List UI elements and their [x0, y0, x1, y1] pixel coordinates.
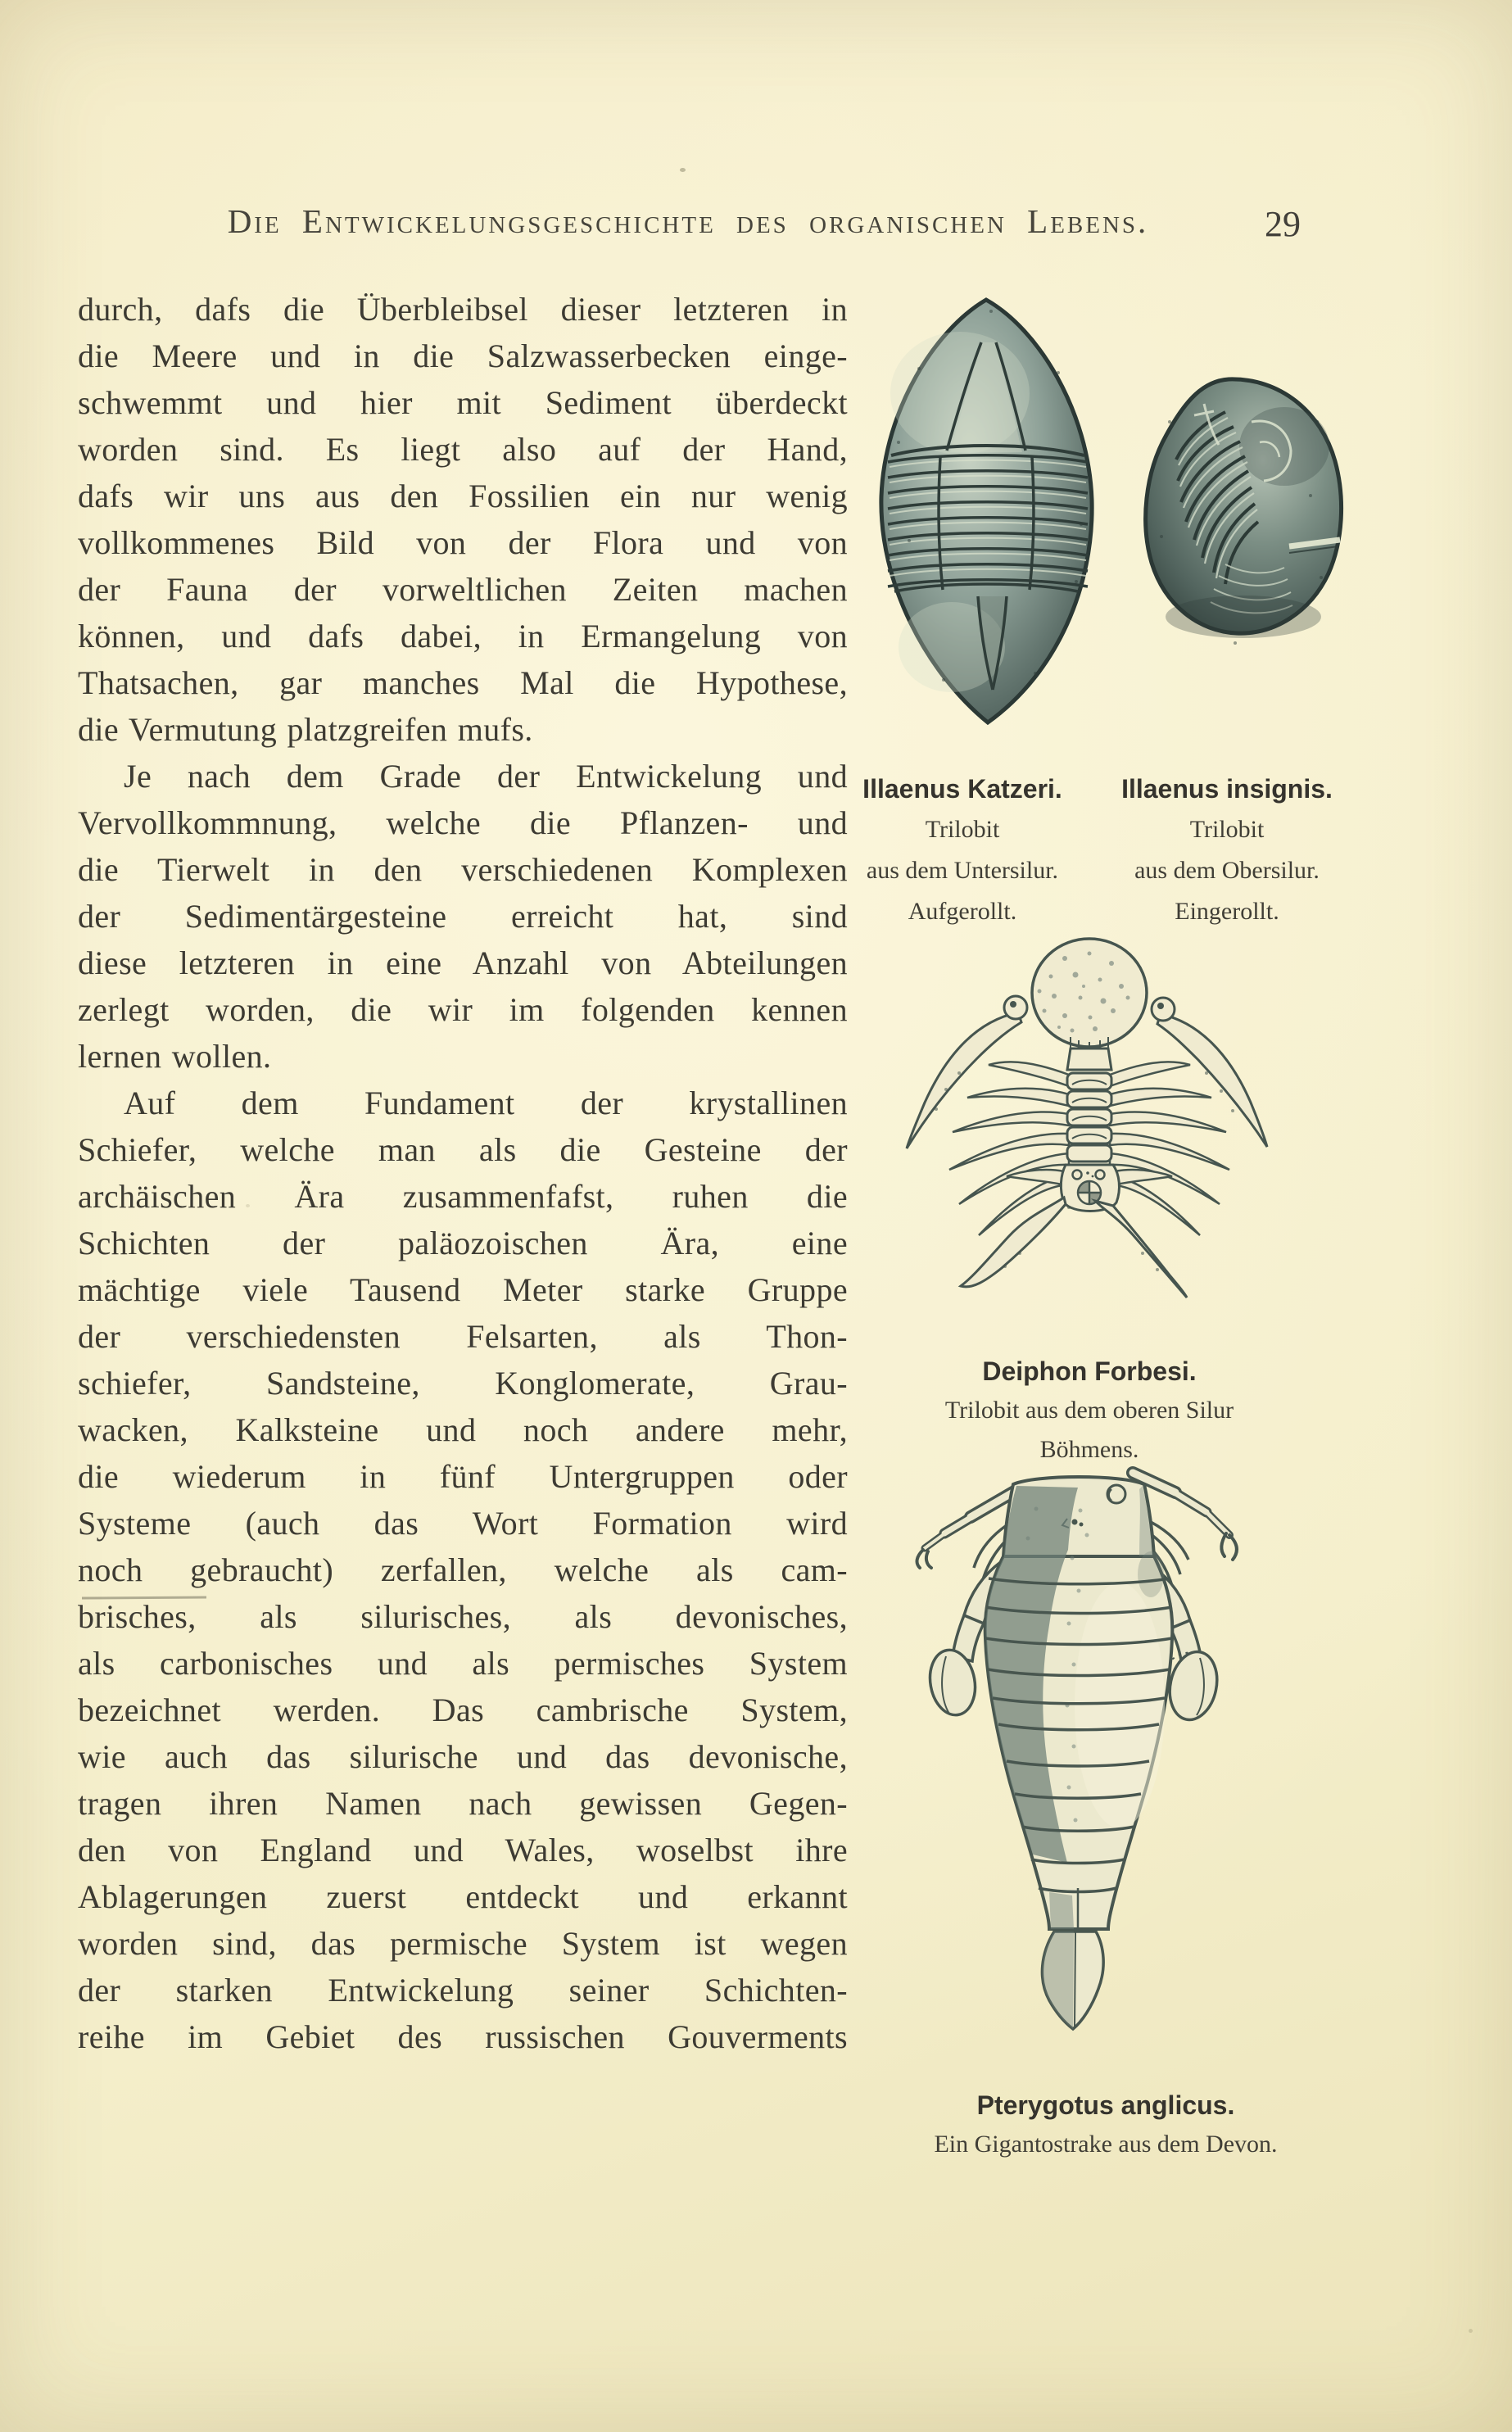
caption-line: Trilobit: [1189, 816, 1265, 843]
text-line: die Tierwelt in den verschiedenen Komplexen: [78, 851, 848, 888]
caption-line: Trilobit: [925, 816, 1000, 843]
paper-speck: [1469, 2329, 1473, 2333]
paper-speck: [680, 168, 686, 172]
figure-caption-pterygotus-anglicus: [835, 2086, 1376, 2164]
caption-line: aus dem Untersilur.: [866, 857, 1059, 884]
text-line: Auf dem Fundament der krystallinen: [124, 1085, 848, 1121]
pterygotus-anglicus-figure: [905, 1460, 1249, 2041]
figure-caption-deiphon-forbesi: [864, 1352, 1315, 1470]
text-line: Ablagerungen zuerst entdeckt und erkannt: [78, 1878, 848, 1915]
caption-line: Eingerollt.: [1175, 898, 1279, 925]
species-name: Illaenus insignis.: [1121, 774, 1333, 804]
species-name: Illaenus Katzeri.: [862, 774, 1062, 804]
text-line: Thatsachen, gar manches Mal die Hypothese,: [78, 664, 848, 701]
caption-line: Ein Gigantostrake aus dem Devon.: [934, 2131, 1278, 2158]
deiphon-forbesi-figure: [897, 934, 1274, 1311]
text-line: dafs wir uns aus den Fossilien ein nur wenig: [78, 478, 848, 514]
text-line: der Fauna der vorweltlichen Zeiten machen: [78, 571, 848, 608]
text-line: mächtige viele Tausend Meter starke Gruppe: [78, 1271, 848, 1308]
text-line: wacken, Kalksteine und noch andere mehr,: [78, 1411, 848, 1448]
caption-line: aus dem Obersilur.: [1134, 857, 1320, 884]
text-line: Schichten der paläozoischen Ära, eine: [78, 1225, 848, 1261]
illaenus-katzeri-figure: [862, 295, 1107, 727]
paper-speck: [246, 1204, 250, 1207]
text-line: archäischen Ära zusammenfafst, ruhen die: [78, 1178, 848, 1215]
text-line: der verschiedensten Felsarten, als Thon-: [78, 1318, 848, 1355]
caption-line: Aufgerollt.: [908, 898, 1017, 925]
text-line: worden sind. Es liegt also auf der Hand,: [78, 431, 848, 468]
text-line: brisches, als silurisches, als devonisches,: [78, 1598, 848, 1635]
caption-line: Trilobit aus dem oberen Silur: [944, 1397, 1234, 1424]
text-line: noch gebraucht) zerfallen, welche als cam-: [78, 1551, 848, 1588]
text-line: zerlegt worden, die wir im folgenden kennen: [78, 991, 848, 1028]
text-line: die Meere und in die Salzwasserbecken einge-: [78, 337, 848, 374]
species-name: Pterygotus anglicus.: [976, 2090, 1235, 2120]
text-line: Schiefer, welche man als die Gesteine der: [78, 1131, 848, 1168]
text-line: Systeme (auch das Wort Formation wird: [78, 1505, 848, 1542]
text-line: lernen wollen.: [78, 1038, 272, 1075]
text-line: der starken Entwickelung seiner Schichten-: [78, 1972, 848, 2009]
text-line: die wiederum in fünf Untergruppen oder: [78, 1458, 848, 1495]
illaenus-insignis-figure: [1129, 373, 1346, 655]
text-line: tragen ihren Namen nach gewissen Gegen-: [78, 1785, 848, 1822]
text-line: durch, dafs die Überbleibsel dieser letzteren in: [78, 291, 848, 328]
text-line: reihe im Gebiet des russischen Gouverments: [78, 2018, 848, 2055]
text-line: vollkommenes Bild von der Flora und von: [78, 524, 848, 561]
body-text-column: [78, 286, 848, 2060]
text-line: den von England und Wales, woselbst ihre: [78, 1832, 848, 1868]
text-line: die Vermutung platzgreifen mufs.: [78, 711, 533, 748]
species-name: Deiphon Forbesi.: [982, 1356, 1197, 1386]
text-line: Je nach dem Grade der Entwickelung und: [124, 758, 848, 795]
text-line: der Sedimentärgesteine erreicht hat, sind: [78, 898, 848, 935]
text-line: schiefer, Sandsteine, Konglomerate, Grau-: [78, 1365, 848, 1402]
text-line: als carbonisches und als permisches System: [78, 1645, 848, 1682]
text-line: Vervollkommnung, welche die Pflanzen- und: [78, 804, 848, 841]
figure-caption-illaenus-katzeri: [840, 768, 1085, 932]
text-line: schwemmt und hier mit Sediment überdeckt: [78, 384, 848, 421]
page-number: 29: [1265, 204, 1301, 244]
text-line: können, und dafs dabei, in Ermangelung von: [78, 618, 848, 654]
text-line: worden sind, das permische System ist wegen: [78, 1925, 848, 1962]
text-line: bezeichnet werden. Das cambrische System,: [78, 1692, 848, 1728]
text-line: wie auch das silurische und das devonische,: [78, 1738, 848, 1775]
figure-caption-illaenus-insignis: [1088, 768, 1366, 932]
text-line: diese letzteren in eine Anzahl von Abteilungen: [78, 944, 848, 981]
running-header: Die Entwickelungsgeschichte des organischen Lebens.: [227, 202, 1149, 240]
caption-line: Böhmens.: [1039, 1436, 1139, 1463]
